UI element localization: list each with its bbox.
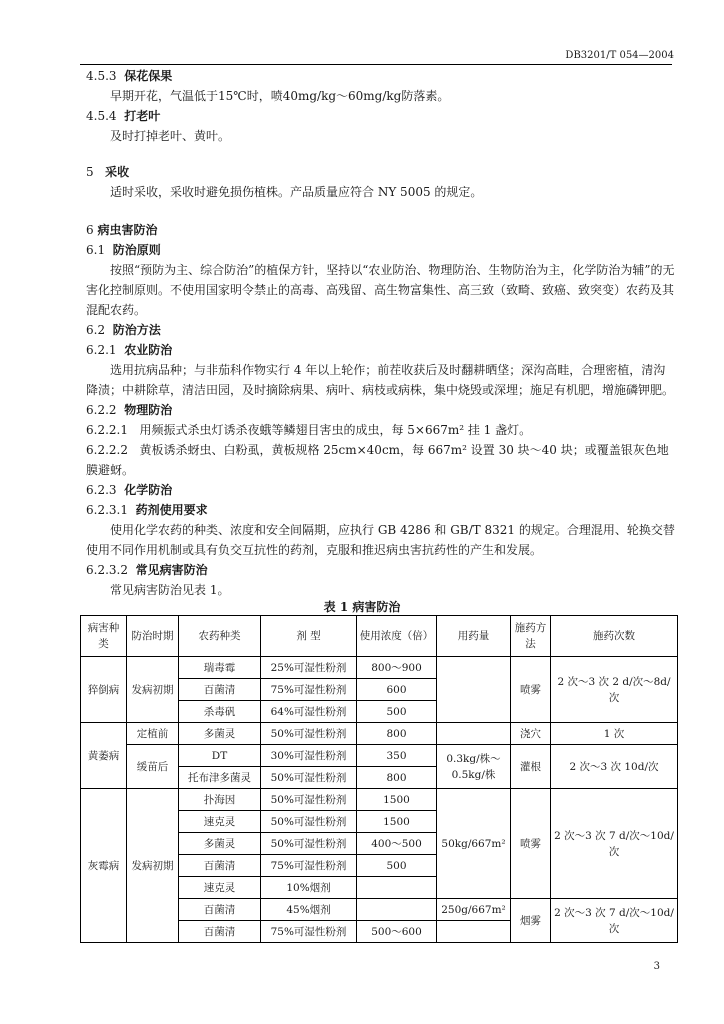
- section-body: 适时采收，采收时避免损伤植株。产品质量应符合 NY 5005 的规定。: [110, 185, 483, 199]
- table-row: [81, 789, 678, 811]
- cell-formulation: 50%可湿性粉剂: [261, 811, 357, 833]
- section-body: 及时打掉老叶、黄叶。: [110, 129, 231, 143]
- cell-formulation: 75%可湿性粉剂: [261, 679, 357, 701]
- section-6-2-2-2: [86, 440, 676, 480]
- section-heading-6-2-3: [86, 480, 676, 500]
- section-title: 物理防治: [124, 403, 173, 417]
- section-body-6-1: 按照“预防为主、综合防治”的植保方针，坚持以“农业防治、物理防治、生物防治为主，化学防治为辅”的无害化控制原则。不使用国家明令禁止的高毒、高残留、高生物富集性、高三致（致畸、致癌、致突变）农药及其混配农药。: [86, 263, 675, 317]
- cell-period: 缓苗后: [127, 745, 179, 789]
- col-method: 施药方法: [511, 616, 551, 657]
- section-text: 黄板诱杀蚜虫、白粉虱，黄板规格 25cm×40cm，每 667m² 设置 30 块～40 块；或覆盖银灰色地膜避蚜。: [86, 443, 669, 477]
- page-number: 3: [653, 961, 660, 972]
- cell-disease: 黄萎病: [81, 723, 127, 789]
- section-title: 采收: [105, 165, 130, 179]
- section-body-6-2-3-2: 常见病害防治见表 1。: [110, 583, 230, 597]
- table-row: [81, 723, 678, 745]
- cell-concentration: 800: [357, 723, 437, 745]
- section-body-6-2-3-1: 使用化学农药的种类、浓度和安全间隔期，应执行 GB 4286 和 GB/T 8321 的规定。合理混用、轮换交替使用不同作用机制或具有负交互抗性的药剂，克服和推迟病虫害抗药性的产生和发展。: [86, 523, 675, 557]
- cell-frequency: 1 次: [551, 723, 678, 745]
- table-body: [81, 657, 678, 943]
- cell-frequency: 2 次～3 次 10d/次: [551, 745, 678, 789]
- cell-formulation: 30%可湿性粉剂: [261, 745, 357, 767]
- section-heading-6-2-2: [86, 400, 676, 420]
- cell-pesticide: 百菌清: [179, 679, 261, 701]
- cell-formulation: 45%烟剂: [261, 899, 357, 921]
- cell-period: 发病初期: [127, 789, 179, 943]
- cell-pesticide: 托布津多菌灵: [179, 767, 261, 789]
- cell-period: 发病初期: [127, 657, 179, 723]
- section-heading: [86, 106, 676, 126]
- section-6: [86, 220, 676, 600]
- cell-pesticide: 多菌灵: [179, 833, 261, 855]
- cell-pesticide: 速克灵: [179, 877, 261, 899]
- cell-formulation: 25%可湿性粉剂: [261, 657, 357, 679]
- section-body: 早期开花，气温低于15℃时，喷40mg/kg～60mg/kg防落素。: [110, 89, 450, 103]
- section-number: 4.5.3: [86, 69, 117, 83]
- section-title: 保花保果: [124, 69, 173, 83]
- section-heading: [86, 220, 676, 240]
- section-title: 农业防治: [124, 343, 173, 357]
- cell-method: 浇穴: [511, 723, 551, 745]
- cell-concentration: 600: [357, 679, 437, 701]
- cell-pesticide: 百菌清: [179, 899, 261, 921]
- section-4-5-4: [86, 106, 676, 146]
- cell-concentration: [357, 877, 437, 899]
- cell-concentration: 350: [357, 745, 437, 767]
- col-disease: 病害种类: [81, 616, 127, 657]
- col-pesticide: 农药种类: [179, 616, 261, 657]
- section-heading: [86, 66, 676, 86]
- cell-concentration: 1500: [357, 811, 437, 833]
- cell-method: 喷雾: [511, 789, 551, 899]
- col-period: 防治时期: [127, 616, 179, 657]
- section-4-5-3: [86, 66, 676, 106]
- cell-dosage: 0.3kg/株～0.5kg/株: [437, 745, 511, 789]
- cell-pesticide: 多菌灵: [179, 723, 261, 745]
- cell-dosage: [437, 657, 511, 723]
- cell-formulation: 64%可湿性粉剂: [261, 701, 357, 723]
- cell-pesticide: 百菌清: [179, 855, 261, 877]
- section-body-6-2-1: 选用抗病品种；与非茄科作物实行 4 年以上轮作；前茬收获后及时翻耕晒垡；深沟高畦，合理密植，清沟降渍；中耕除草，清洁田园，及时摘除病果、病叶、病枝或病株，集中烧毁或深埋；施足有机肥，增施磷钾肥。: [86, 363, 675, 397]
- cell-dosage: [437, 723, 511, 745]
- section-number: 6.2.2.1: [86, 423, 128, 437]
- cell-formulation: 50%可湿性粉剂: [261, 723, 357, 745]
- disease-control-table: [80, 615, 678, 943]
- cell-pesticide: 速克灵: [179, 811, 261, 833]
- section-heading-6-2: [86, 320, 676, 340]
- cell-method: 喷雾: [511, 657, 551, 723]
- cell-concentration: 800～900: [357, 657, 437, 679]
- cell-concentration: 1500: [357, 789, 437, 811]
- cell-pesticide: 扑海因: [179, 789, 261, 811]
- section-number: 6.2.1: [86, 343, 117, 357]
- col-formulation: 剂 型: [261, 616, 357, 657]
- section-title: 常见病害防治: [135, 563, 208, 577]
- doc-code: DB3201/T 054—2004: [565, 50, 674, 61]
- cell-concentration: 800: [357, 767, 437, 789]
- cell-method: 灌根: [511, 745, 551, 789]
- col-dosage: 用药量: [437, 616, 511, 657]
- cell-frequency: 2 次～3 次 7 d/次～10d/次: [551, 899, 678, 943]
- section-5: [86, 162, 676, 202]
- table-header: [81, 616, 678, 657]
- section-title: 化学防治: [124, 483, 173, 497]
- table-caption: 表 1 病害防治: [323, 600, 401, 614]
- section-title: 防治原则: [112, 243, 161, 257]
- cell-formulation: 75%可湿性粉剂: [261, 855, 357, 877]
- section-heading-6-1: [86, 240, 676, 260]
- section-number: 6.2.3.2: [86, 563, 128, 577]
- cell-formulation: 50%可湿性粉剂: [261, 789, 357, 811]
- cell-concentration: [357, 899, 437, 921]
- section-title: 防治方法: [112, 323, 161, 337]
- cell-formulation: 10%烟剂: [261, 877, 357, 899]
- table-header-row: [81, 616, 678, 657]
- cell-concentration: 500: [357, 855, 437, 877]
- section-number: 6.1: [86, 243, 106, 257]
- section-number: 6: [86, 223, 94, 237]
- section-heading-6-2-3-1: [86, 500, 676, 520]
- cell-concentration: 400～500: [357, 833, 437, 855]
- section-title: 药剂使用要求: [135, 503, 208, 517]
- section-number: 6.2.3.1: [86, 503, 128, 517]
- table-row: [81, 657, 678, 679]
- cell-formulation: 50%可湿性粉剂: [261, 767, 357, 789]
- cell-dosage: 250g/667m²: [437, 899, 511, 921]
- cell-dosage: [437, 921, 511, 943]
- cell-concentration: 500: [357, 701, 437, 723]
- cell-period: 定植前: [127, 723, 179, 745]
- section-number: 6.2.3: [86, 483, 117, 497]
- section-title: 病虫害防治: [97, 223, 158, 237]
- cell-pesticide: 杀毒矾: [179, 701, 261, 723]
- cell-concentration: 500～600: [357, 921, 437, 943]
- section-number: 4.5.4: [86, 109, 117, 123]
- cell-frequency: 2 次～3 次 7 d/次～10d/次: [551, 789, 678, 899]
- section-title: 打老叶: [124, 109, 161, 123]
- section-text: 用频振式杀虫灯诱杀夜蛾等鳞翅目害虫的成虫，每 5×667m² 挂 1 盏灯。: [139, 423, 532, 437]
- cell-pesticide: 瑞毒霉: [179, 657, 261, 679]
- section-number: 5: [86, 165, 94, 179]
- cell-disease: 灰霉病: [81, 789, 127, 943]
- section-number: 6.2: [86, 323, 106, 337]
- cell-pesticide: DT: [179, 745, 261, 767]
- cell-frequency: 2 次～3 次 2 d/次～8d/次: [551, 657, 678, 723]
- header-divider: [80, 64, 672, 65]
- section-heading-6-2-3-2: [86, 560, 676, 580]
- cell-formulation: 50%可湿性粉剂: [261, 833, 357, 855]
- section-heading-6-2-1: [86, 340, 676, 360]
- cell-disease: 猝倒病: [81, 657, 127, 723]
- table-row: [81, 745, 678, 767]
- col-frequency: 施药次数: [551, 616, 678, 657]
- section-number: 6.2.2: [86, 403, 117, 417]
- section-6-2-2-1: [86, 420, 676, 440]
- cell-method: 烟雾: [511, 899, 551, 943]
- section-heading: [86, 162, 676, 182]
- cell-dosage: 50kg/667m²: [437, 789, 511, 899]
- section-number: 6.2.2.2: [86, 443, 128, 457]
- cell-formulation: 75%可湿性粉剂: [261, 921, 357, 943]
- cell-pesticide: 百菌清: [179, 921, 261, 943]
- col-concentration: 使用浓度（倍）: [357, 616, 437, 657]
